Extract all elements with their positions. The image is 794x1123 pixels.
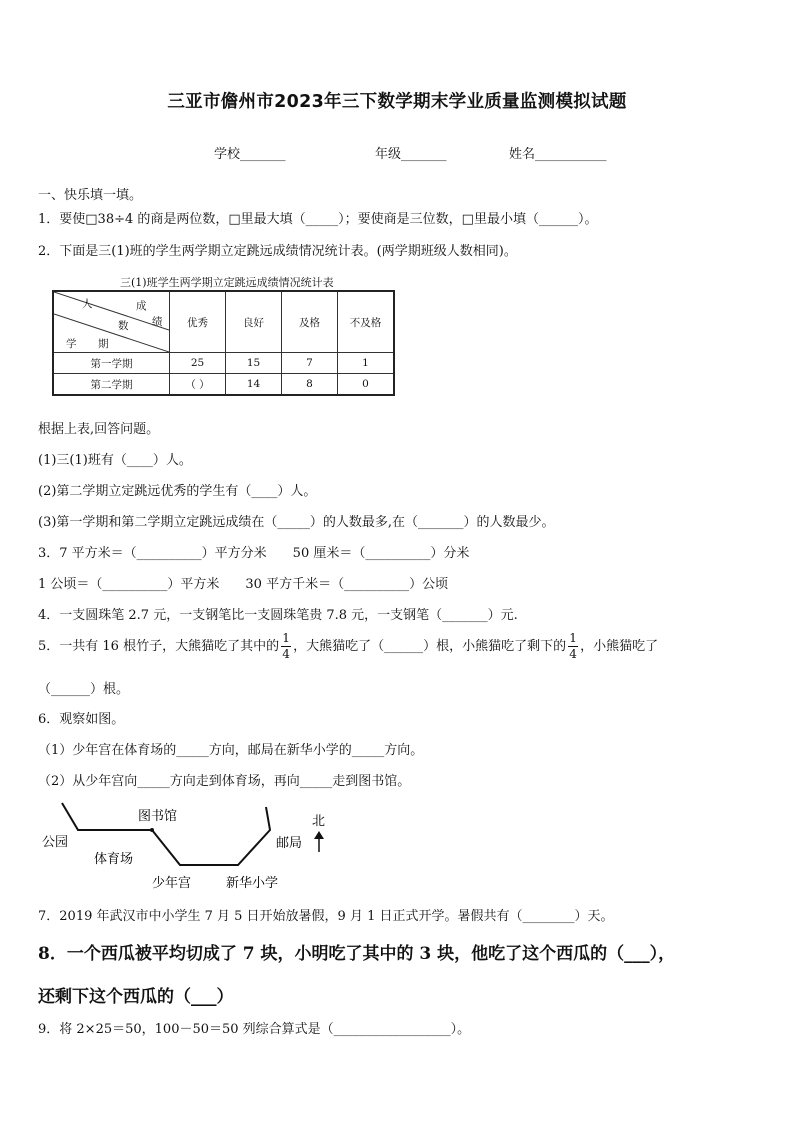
question-4: 4．一支圆珠笔 2.7 元，一支钢笔比一支圆珠笔贵 7.8 元，一支钢笔（_______）元. — [38, 608, 518, 623]
corner-label-qi: 期 — [98, 338, 109, 350]
fraction-numerator: 1 — [282, 631, 290, 645]
question-9: 9．将 2×25＝50，100－50＝50 列综合算式是（__________________）。 — [38, 1022, 471, 1037]
question-3-line-2: 1 公顷＝（__________）平方米 30 平方千米＝（__________）公顷 — [38, 577, 449, 592]
table-cell: 25 — [170, 353, 226, 374]
page-title: 三亚市儋州市2023年三下数学期末学业质量监测模拟试题 — [167, 92, 627, 112]
fraction-denominator: 4 — [569, 647, 577, 661]
table-cell: 15 — [226, 353, 282, 374]
corner-label-ji: 绩 — [152, 316, 163, 328]
fraction-one-quarter — [568, 632, 578, 661]
q2-sub-1: (1)三(1)班有（____）人。 — [38, 453, 192, 468]
question-5 — [38, 632, 658, 662]
label-stadium: 体育场 — [94, 852, 134, 867]
label-north: 北 — [312, 814, 326, 829]
fraction-numerator: 1 — [569, 631, 577, 645]
label-school: 新华小学 — [226, 876, 279, 891]
label-library: 图书馆 — [138, 809, 178, 824]
table-cell: 14 — [226, 374, 282, 396]
q2-sub-2: (2)第二学期立定跳远优秀的学生有（____）人。 — [38, 484, 317, 499]
row-label: 第一学期 — [53, 353, 170, 374]
row-label: 第二学期 — [53, 374, 170, 396]
q5-text-2: ，大熊猫吃了（______）根，小熊猫吃了剩下的 — [293, 639, 567, 654]
table-row — [53, 374, 394, 396]
question-5-line-2: （______）根。 — [38, 682, 130, 697]
label-park: 公园 — [42, 835, 69, 850]
q2-sub-3: (3)第一学期和第二学期立定跳远成绩在（_____）的人数最多,在（_______）的人数最少。 — [38, 515, 555, 530]
question-6: 6．观察如图。 — [38, 712, 125, 727]
header-excellent: 优秀 — [170, 291, 226, 353]
stats-table — [52, 290, 395, 396]
question-8-line-2: 还剩下这个西瓜的（___） — [38, 987, 234, 1007]
question-8-line-1: 8．一个西瓜被平均切成了 7 块，小明吃了其中的 3 块，他吃了这个西瓜的（___）， — [38, 944, 676, 964]
fraction-one-quarter — [281, 632, 291, 661]
school-field: 学校_______ — [214, 147, 286, 162]
q5-text-1: 5．一共有 16 根竹子，大熊猫吃了其中的 — [38, 639, 280, 654]
header-fail: 不及格 — [338, 291, 395, 353]
header-pass: 及格 — [282, 291, 338, 353]
route-map — [30, 795, 350, 895]
corner-label-ren: 人 — [82, 298, 93, 310]
table-caption: 三(1)班学生两学期立定跳远成绩情况统计表 — [120, 276, 334, 289]
corner-label-shu: 数 — [118, 320, 129, 332]
section-heading: 一、快乐填一填。 — [38, 188, 143, 203]
table-cell: 7 — [282, 353, 338, 374]
table-cell: 1 — [338, 353, 395, 374]
q6-sub-2: （2）从少年宫向_____方向走到体育场，再向_____走到图书馆。 — [38, 774, 411, 789]
table-row — [53, 353, 394, 374]
question-1: 1．要使□38÷4 的商是两位数，□里最大填（_____）；要使商是三位数，□里最小填（______）。 — [38, 212, 598, 227]
library-point — [150, 828, 154, 832]
corner-label-cheng: 成 — [136, 300, 147, 312]
q2-intro: 根据上表,回答问题。 — [38, 422, 160, 437]
header-good: 良好 — [226, 291, 282, 353]
table-corner-cell — [53, 291, 170, 353]
question-7: 7．2019 年武汉市中小学生 7 月 5 日开始放暑假，9 月 1 日正式开学。暑假共有（________）天。 — [38, 909, 614, 924]
question-3-line-1: 3．7 平方米＝（__________）平方分米 50 厘米＝（__________）分米 — [38, 546, 470, 561]
fraction-denominator: 4 — [282, 647, 290, 661]
north-arrow-icon — [314, 831, 324, 839]
name-field: 姓名___________ — [509, 147, 607, 162]
table-cell: 8 — [282, 374, 338, 396]
corner-label-xue: 学 — [66, 338, 77, 350]
table-cell: 0 — [338, 374, 395, 396]
label-post-office: 邮局 — [276, 836, 303, 851]
grade-field: 年级_______ — [375, 147, 447, 162]
question-2: 2．下面是三(1)班的学生两学期立定跳远成绩情况统计表。(两学期班级人数相同)。 — [38, 244, 517, 259]
q6-sub-1: （1）少年宫在体育场的_____方向，邮局在新华小学的_____方向。 — [38, 743, 424, 758]
table-cell: （ ） — [170, 374, 226, 396]
q5-text-3: ，小熊猫吃了 — [580, 639, 659, 654]
label-youth-palace: 少年宫 — [152, 876, 192, 891]
